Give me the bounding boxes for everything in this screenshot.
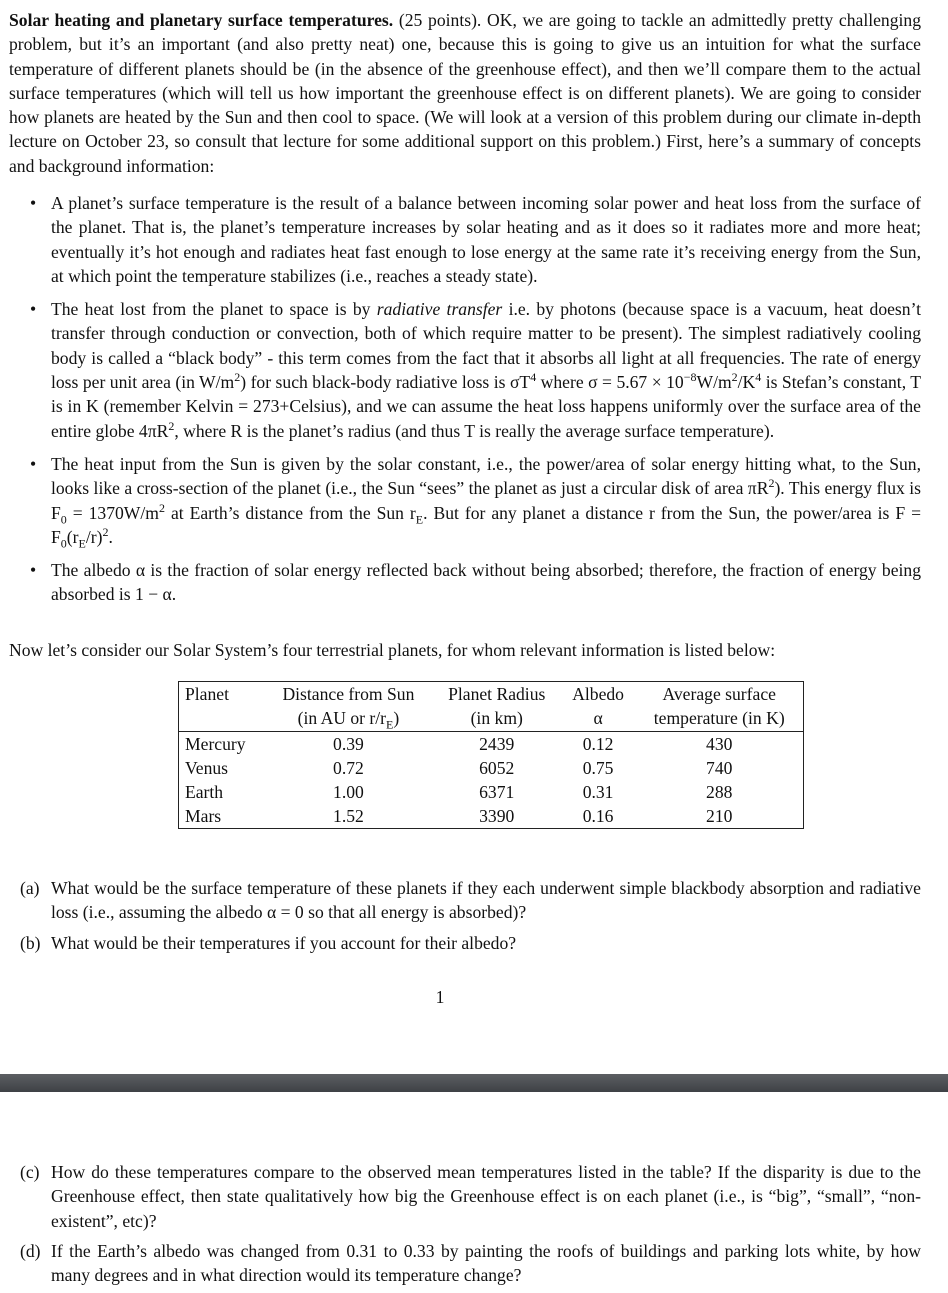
header-albedo: Albedo α (561, 682, 636, 732)
cell-radius: 6371 (479, 782, 515, 802)
cell-radius: 2439 (479, 734, 515, 754)
table-header-row (179, 682, 804, 732)
cell-albedo: 0.75 (582, 758, 614, 778)
cell-planet: Mars (185, 806, 222, 826)
table-row (179, 780, 804, 804)
question-label: (c) (20, 1162, 40, 1182)
table-row (179, 756, 804, 780)
header-planet: Planet (179, 682, 265, 732)
bullet-dot: • (30, 193, 37, 213)
bullet-solar-input: • The heat input from the Sun is given by the solar constant, i.e., the power/area of solar energy hitting what, to the Sun, looks like a cross-section of the planet (i.e., the Sun “sees” the planet as just a circular disk of area $\pi R^2$). This energy flux is $F_0 = 1370W/m^2$ at Earth’s distance from the Sun $r_E$. But for any planet a distance r from the Sun, the power/area is $F = F_0(r_E/r)^2$. (30, 453, 921, 551)
cell-albedo: 0.31 (582, 782, 614, 802)
header-distance: Distance from Sun (in AU or $r/r_E$) (264, 682, 433, 732)
header-temperature: Average surface temperature (in K) (635, 682, 803, 732)
bullet-radiative-transfer: • The heat lost from the planet to space is by radiative transfer i.e. by photons (because space is a vacuum, heat doesn’t transfer through conduction or convection, both of which require matter to be present). The simplest radiatively cooling body is called a “black body” - this term comes from the fact that it absorbs all light at all frequencies. The rate of energy loss per unit area (in $W/m^2$) for such black-body radiative loss is $\sigma T^4$ where $\sigma = 5.67 \times 10^{-8}W/m^2/K^4$ is Stefan’s constant, T is in K (remember Kelvin = 273+Celsius), and we can assume the heat loss happens uniformly over the surface area of the entire globe $4\pi R^2$, where R is the planet’s radius (and thus T is really the average surface temperature). (30, 299, 922, 441)
question-c: (c) How do these temperatures compare to the observed mean temperatures listed in the table? If the disparity is due to the Greenhouse effect, then state qualitatively how big the Greenhouse effect is on each planet (i.e., is “big”, “small”, “non-existent”, etc)? (20, 1162, 921, 1231)
question-label: (d) (20, 1240, 41, 1261)
cell-temperature: 210 (706, 806, 733, 826)
cell-albedo: 0.12 (582, 734, 614, 754)
cell-planet: Venus (185, 758, 229, 778)
cell-planet: Mercury (185, 734, 246, 754)
question-d: (d) If the Earth’s albedo was changed from 0.31 to 0.33 by painting the roofs of buildings and parking lots white, by how many degrees and in what direction would its temperature change? (20, 1240, 921, 1286)
question-b: (b) What would be their temperatures if you account for their albedo? (0, 931, 921, 955)
intro-paragraph (9, 8, 921, 178)
questions-page-2 (0, 1160, 921, 1293)
term-radiative-transfer: radiative transfer (376, 299, 503, 320)
cell-distance: 0.72 (333, 758, 364, 778)
cell-albedo: 0.16 (582, 806, 614, 826)
table-row (179, 732, 804, 757)
table-intro: Now let’s consider our Solar System’s four terrestrial planets, for whom relevant information is listed below: (9, 640, 776, 660)
page-divider (0, 1074, 948, 1092)
bullet-albedo: • The albedo α is the fraction of solar energy reflected back without being absorbed; therefore, the fraction of energy being absorbed is 1 − α. (30, 560, 921, 605)
cell-radius: 6052 (479, 758, 515, 778)
bullet-energy-balance: • A planet’s surface temperature is the result of a balance between incoming solar power and heat loss from the surface of the planet. That is, the planet’s temperature increases by solar heating and as it does so it radiates more and more heat; eventually it’s hot enough and radiates heat fast enough to lose energy at the same rate it’s receiving energy from the Sun, at which point the temperature stabilizes (i.e., reaches a steady state). (30, 193, 921, 286)
bullet-dot: • (30, 299, 37, 320)
cell-temperature: 288 (706, 782, 733, 802)
bullet-dot: • (30, 453, 37, 474)
header-radius: Planet Radius (in km) (433, 682, 561, 732)
cell-temperature: 430 (706, 734, 733, 754)
page-number: 1 (435, 987, 445, 1007)
page-2 (0, 1092, 948, 1292)
cell-planet: Earth (185, 782, 224, 802)
problem-title: Solar heating and planetary surface temperatures. (9, 10, 394, 30)
background-list (0, 191, 921, 616)
cell-distance: 0.39 (333, 734, 364, 754)
table-row (179, 804, 804, 829)
bullet-dot: • (30, 560, 37, 581)
question-a: (a) What would be the surface temperature of these planets if they each underwent simple blackbody absorption and radiative loss (i.e., assuming the albedo α = 0 so that all energy is absorbed)? (20, 878, 921, 923)
cell-temperature: 740 (706, 758, 733, 778)
planet-table (178, 681, 804, 829)
cell-radius: 3390 (479, 806, 515, 826)
cell-distance: 1.52 (333, 806, 364, 826)
cell-distance: 1.00 (333, 782, 364, 802)
intro-text: (25 points). OK, we are going to tackle an admittedly pretty challenging problem, but it’s an important (and also pretty neat) one, because this is going to give us an intuition for what the surface temperature of different planets should be (in the absence of the greenhouse effect), and then we’ll compare them to the actual surface temperatures (which will tell us how important the greenhouse effect is on different planets). We are going to consider how planets are heated by the Sun and then cool to space. (We will look at a version of this problem during our climate in-depth lecture on October 23, so consult that lecture for some additional support on this problem.) First, here’s a summary of concepts and background information: (9, 10, 921, 176)
question-label: (a) (20, 878, 40, 898)
question-label: (b) (20, 932, 41, 953)
questions-page-1 (0, 876, 921, 961)
